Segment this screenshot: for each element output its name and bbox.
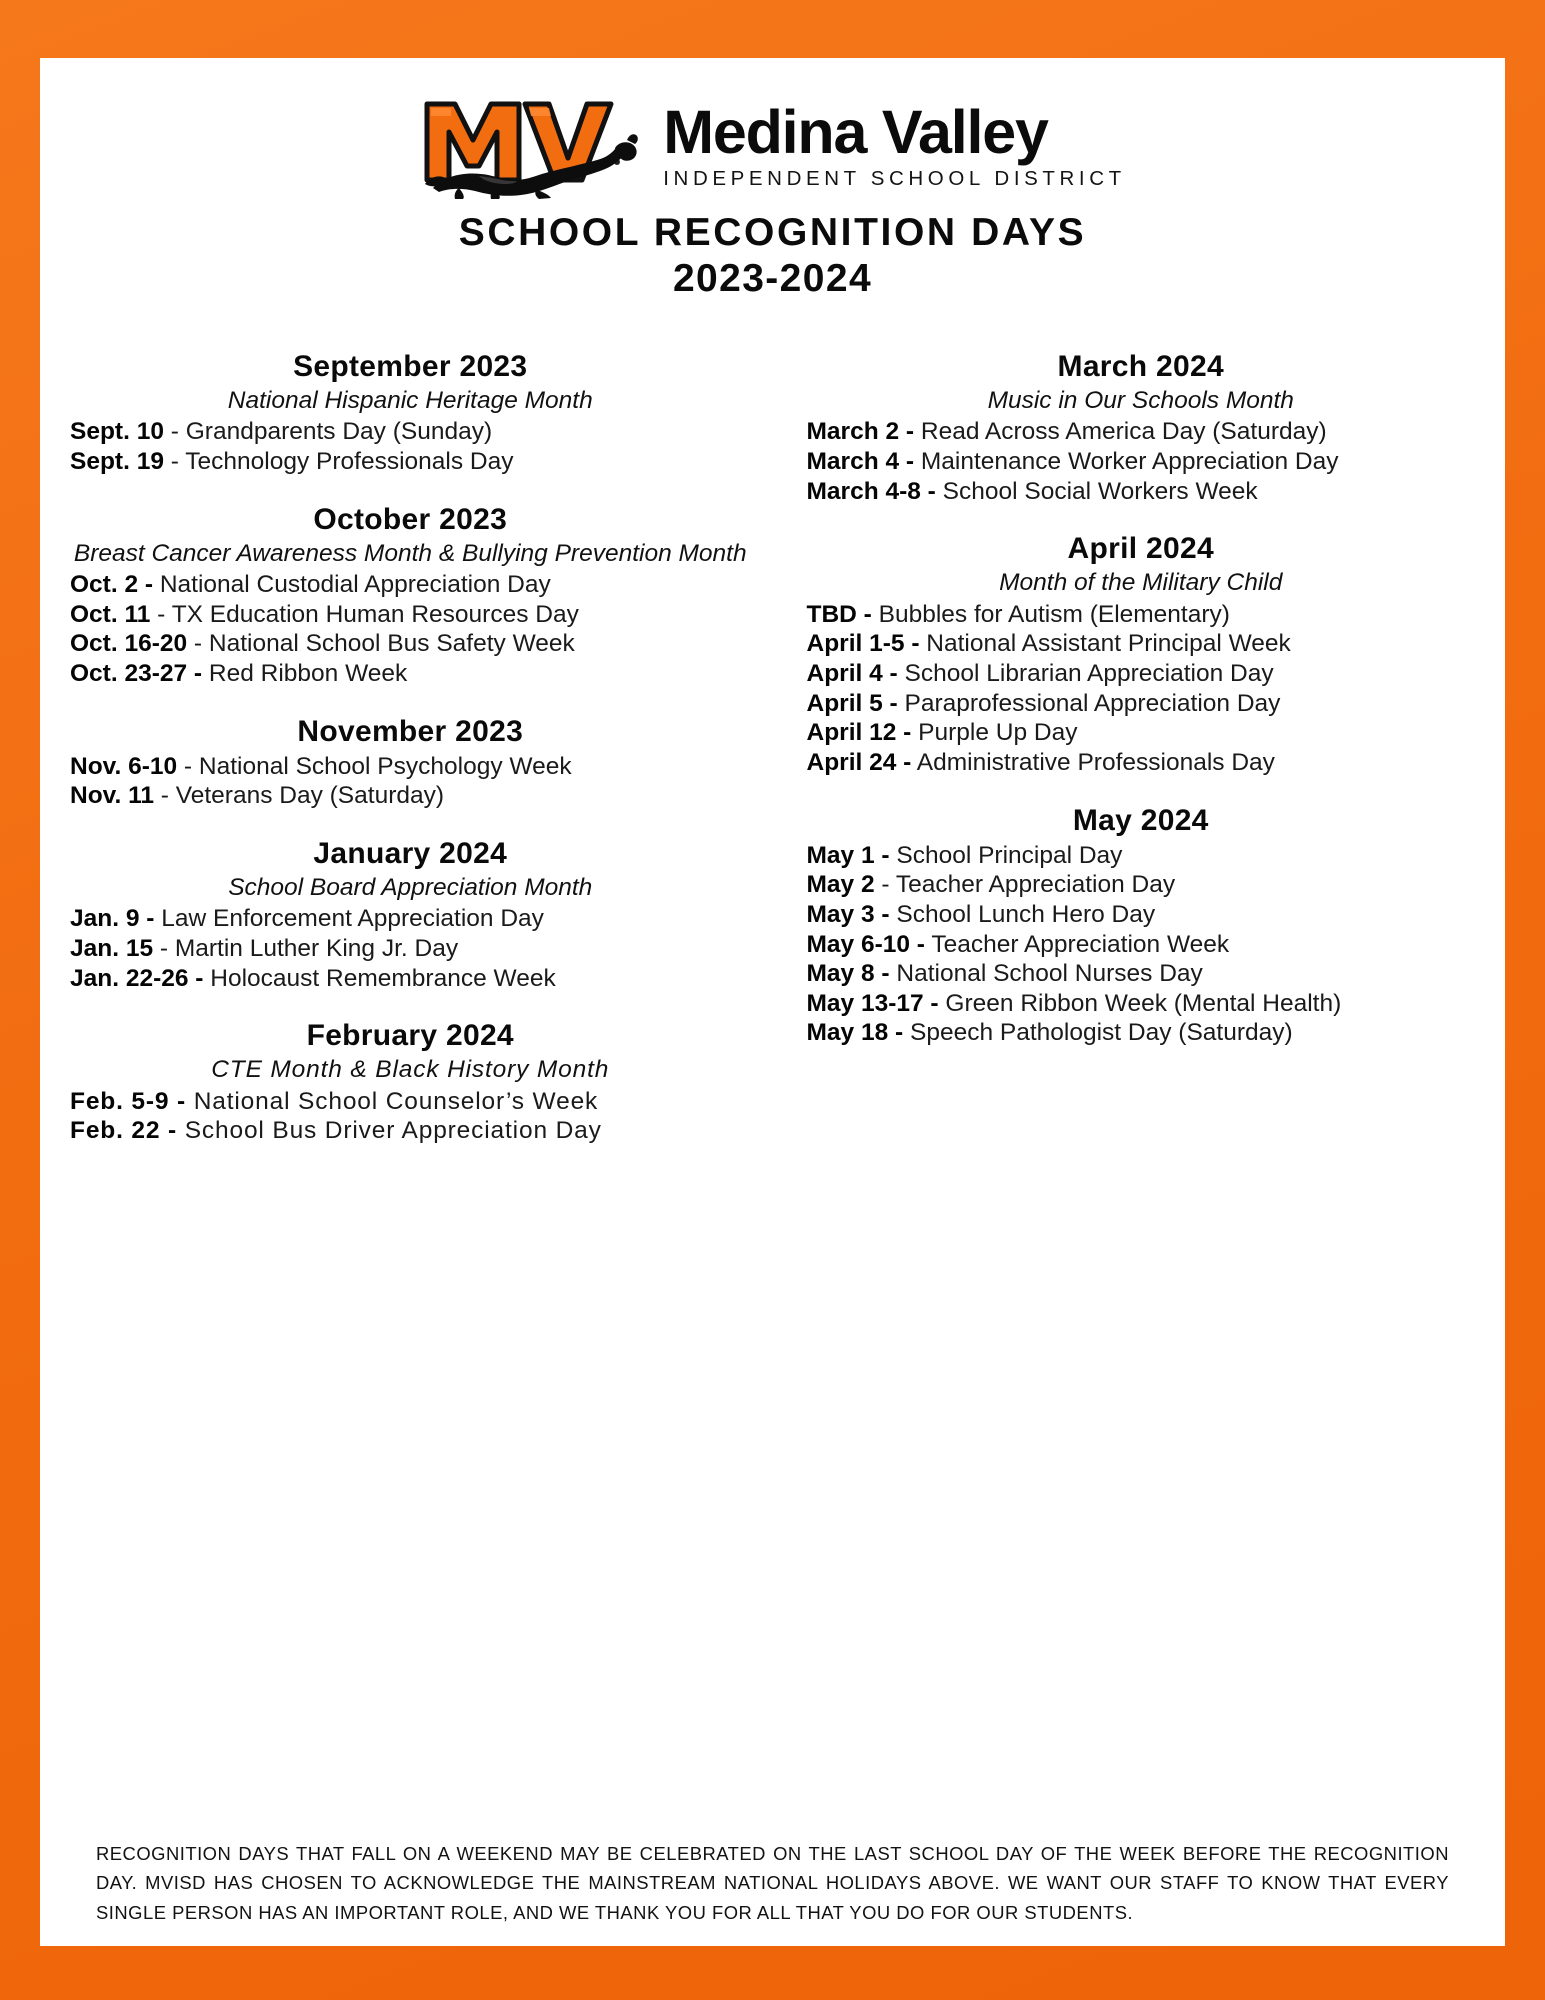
month-theme: Month of the Military Child — [999, 569, 1283, 597]
recognition-entry — [807, 959, 1476, 989]
document-page — [40, 58, 1505, 1946]
month-heading: May 2024 — [1072, 803, 1209, 837]
recognition-entry — [807, 659, 1476, 689]
recognition-entry — [70, 417, 751, 447]
district-name: Medina Valley — [663, 98, 1048, 166]
entry-date: Feb. 22 - — [70, 1117, 178, 1145]
district-wordmark — [663, 92, 1126, 191]
recognition-entry — [70, 781, 751, 811]
entry-date: April 12 - — [806, 719, 912, 747]
month-theme: Music in Our Schools Month — [987, 387, 1294, 415]
month-heading: February 2024 — [306, 1019, 514, 1053]
recognition-entry — [807, 900, 1476, 930]
entry-text: Purple Up Day — [911, 719, 1078, 747]
entry-date: Jan. 22-26 - — [70, 964, 204, 992]
entry-date: April 24 - — [806, 748, 912, 776]
entry-text: School Principal Day — [889, 841, 1123, 869]
recognition-entry — [70, 659, 751, 689]
entry-text: Maintenance Worker Appreciation Day — [914, 448, 1339, 476]
district-logo-lockup — [40, 92, 1505, 200]
recognition-entry — [807, 841, 1476, 871]
entry-date: Feb. 5-9 - — [70, 1087, 187, 1115]
entry-text: School Bus Driver Appreciation Day — [177, 1117, 602, 1145]
recognition-entry — [807, 989, 1476, 1019]
entry-date: Jan. 15 — [70, 935, 154, 963]
entry-date: Oct. 23-27 - — [70, 660, 203, 688]
month-block — [807, 350, 1476, 506]
district-subtitle: INDEPENDENT SCHOOL DISTRICT — [663, 166, 1126, 190]
recognition-entry — [70, 752, 751, 782]
entry-date: May 18 - — [806, 1019, 904, 1047]
recognition-entry — [807, 1018, 1476, 1048]
page-title-line2: 2023-2024 — [672, 257, 873, 301]
entry-date: Jan. 9 - — [70, 905, 155, 933]
month-block — [70, 715, 751, 811]
entry-text: National Assistant Principal Week — [919, 630, 1291, 658]
entry-text: - Veterans Day (Saturday) — [153, 782, 445, 810]
recognition-entry — [70, 629, 751, 659]
entry-text: Bubbles for Autism (Elementary) — [871, 600, 1230, 628]
entry-date: TBD - — [806, 600, 872, 628]
entry-date: May 6-10 - — [806, 930, 925, 958]
entry-date: May 8 - — [806, 960, 890, 988]
month-block — [807, 804, 1476, 1048]
month-heading: January 2024 — [313, 836, 508, 870]
recognition-entry — [807, 748, 1476, 778]
entry-text: - Technology Professionals Day — [163, 448, 514, 476]
entry-text: Administrative Professionals Day — [911, 748, 1275, 776]
entry-text: - National School Bus Safety Week — [187, 630, 575, 658]
entry-text: National Custodial Appreciation Day — [153, 571, 551, 599]
entry-text: Teacher Appreciation Week — [924, 930, 1230, 958]
recognition-entry — [807, 870, 1476, 900]
entry-text: Holocaust Remembrance Week — [203, 964, 556, 992]
month-block — [70, 503, 751, 689]
entry-date: Nov. 11 — [70, 782, 154, 810]
recognition-entry — [807, 447, 1476, 477]
entry-text: National School Counselor’s Week — [186, 1087, 599, 1115]
entry-text: - TX Education Human Resources Day — [150, 600, 579, 628]
recognition-entry — [807, 477, 1476, 507]
entry-date: April 5 - — [806, 689, 898, 717]
footer-disclaimer: RECOGNITION DAYS THAT FALL ON A WEEKEND MAY BE CELEBRATED ON THE LAST SCHOOL DAY OF THE WEEK BEFORE THE RECOGNITION DAY. MVISD HAS CHOSEN TO ACKNOWLEDGE THE MAINSTREAM NATIONAL HOLIDAYS ABOVE. WE WANT OUR STAFF TO KNOW THAT EVERY SINGLE PERSON HAS AN IMPORTANT ROLE, AND WE THANK YOU FOR ALL THAT YOU DO FOR OUR STUDENTS. — [96, 1842, 1449, 1924]
month-block — [807, 532, 1476, 777]
recognition-entry — [807, 930, 1476, 960]
document-header — [40, 58, 1505, 302]
entry-text: - Teacher Appreciation Day — [874, 871, 1176, 899]
entry-text: Green Ribbon Week (Mental Health) — [938, 989, 1342, 1017]
month-block — [70, 837, 751, 993]
entry-text: Read Across America Day (Saturday) — [914, 418, 1327, 446]
entry-text: - Grandparents Day (Sunday) — [163, 418, 493, 446]
month-heading: October 2023 — [313, 502, 508, 536]
month-heading: September 2023 — [293, 350, 528, 384]
right-column — [773, 350, 1490, 1172]
entry-text: School Librarian Appreciation Day — [897, 660, 1274, 688]
entry-date: May 1 - — [806, 841, 890, 869]
entry-date: Nov. 6-10 — [70, 752, 178, 780]
month-block — [70, 350, 751, 477]
entry-text: National School Nurses Day — [889, 960, 1203, 988]
month-columns — [40, 302, 1505, 1172]
recognition-entry — [70, 964, 751, 994]
entry-date: May 3 - — [806, 900, 890, 928]
month-heading: April 2024 — [1067, 532, 1214, 566]
left-column — [56, 350, 773, 1172]
entry-date: April 1-5 - — [806, 630, 920, 658]
month-heading: March 2024 — [1057, 350, 1224, 384]
entry-date: April 4 - — [806, 660, 898, 688]
entry-text: School Social Workers Week — [935, 477, 1258, 505]
recognition-entry — [807, 600, 1476, 630]
recognition-entry — [70, 447, 751, 477]
entry-date: March 4 - — [806, 448, 915, 476]
recognition-entry — [70, 1116, 751, 1146]
entry-date: Sept. 10 — [70, 418, 164, 446]
recognition-entry — [807, 417, 1476, 447]
entry-date: Oct. 2 - — [70, 571, 154, 599]
entry-text: School Lunch Hero Day — [889, 900, 1156, 928]
recognition-entry — [807, 689, 1476, 719]
entry-date: Sept. 19 — [70, 448, 164, 476]
month-theme: Breast Cancer Awareness Month & Bullying Prevention Month — [73, 539, 747, 567]
mv-panther-logo-icon — [419, 92, 649, 200]
entry-date: March 4-8 - — [806, 477, 936, 505]
entry-date: March 2 - — [806, 418, 915, 446]
recognition-entry — [70, 600, 751, 630]
footer — [40, 1839, 1505, 1928]
month-heading: November 2023 — [297, 714, 524, 748]
entry-text: Speech Pathologist Day (Saturday) — [903, 1019, 1293, 1047]
recognition-entry — [70, 904, 751, 934]
entry-text: Law Enforcement Appreciation Day — [154, 905, 544, 933]
recognition-entry — [70, 934, 751, 964]
recognition-entry — [807, 718, 1476, 748]
month-theme: National Hispanic Heritage Month — [227, 387, 593, 415]
page-title-line1: SCHOOL RECOGNITION DAYS — [458, 211, 1087, 254]
entry-text: Red Ribbon Week — [202, 660, 408, 688]
entry-text: - National School Psychology Week — [177, 752, 572, 780]
recognition-entry — [70, 1087, 751, 1117]
recognition-entry — [70, 570, 751, 600]
month-block — [70, 1019, 751, 1146]
month-theme: CTE Month & Black History Month — [211, 1056, 610, 1084]
entry-date: Oct. 16-20 — [70, 630, 188, 658]
month-theme: School Board Appreciation Month — [228, 873, 593, 901]
entry-date: Oct. 11 — [70, 600, 151, 628]
recognition-entry — [807, 629, 1476, 659]
entry-date: May 13-17 - — [806, 989, 939, 1017]
entry-date: May 2 — [806, 871, 875, 899]
entry-text: - Martin Luther King Jr. Day — [153, 935, 459, 963]
page-title — [40, 210, 1505, 302]
entry-text: Paraprofessional Appreciation Day — [897, 689, 1281, 717]
